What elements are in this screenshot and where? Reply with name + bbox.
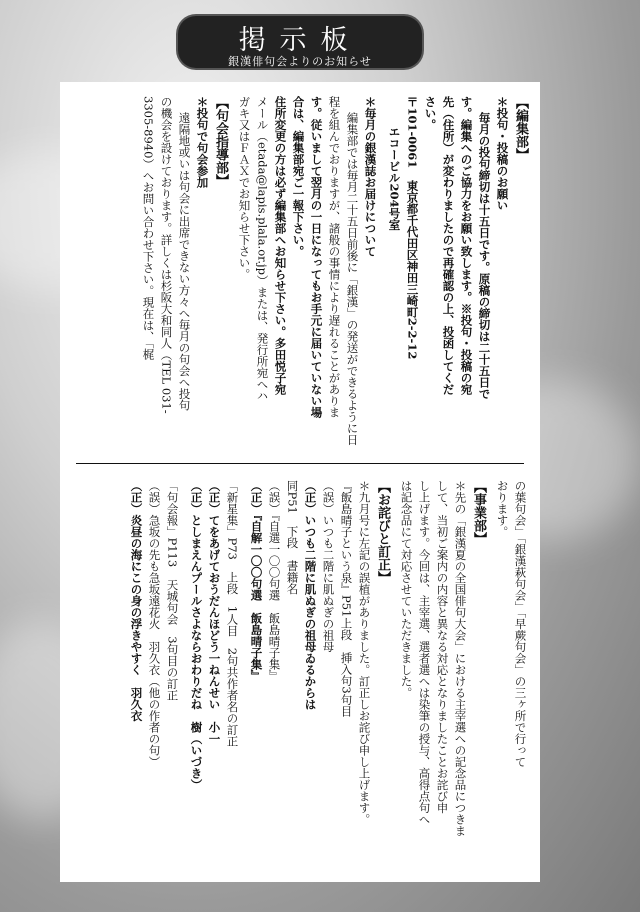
heading-corrections: 【お詫びと訂正】 xyxy=(375,480,390,584)
notice-line: の葉句会」「銀漢萩句会」「早蕨句会」の三ヶ所で行って xyxy=(513,480,528,768)
correction-right: （正）としまえんプールさよならおわりだね 樹（いづき） xyxy=(189,480,204,791)
bulletin-header xyxy=(178,16,422,68)
correction-source: 「句会報」P113 天城句会 3句目の訂正 xyxy=(165,480,180,702)
notice-line: す。従いまして翌月の一日になってもお手元に届いていない場 xyxy=(309,96,324,418)
notice-title-submission: ＊投句・投稿のお願い xyxy=(495,96,510,211)
editorial-address: 〒101-0061 東京都千代田区神田三崎町2-2-12 xyxy=(405,96,420,360)
notice-contact-email: メール（etada@lapis.plala.or.jp）または、発行所宛へハ xyxy=(255,96,270,402)
notice-line: 遠隔地或いは句会に出席できない方々へ毎月の句会へ投句 xyxy=(177,112,192,411)
correction-right: （正）『自解一〇〇句選 飯島晴子集』 xyxy=(249,480,264,682)
heading-business: 【事業部】 xyxy=(471,480,486,545)
heading-editorial: 【編集部】 xyxy=(513,96,528,161)
notice-line: して、当初ご案内の内容と異なる対応となりましたことお詫び申 xyxy=(435,480,450,814)
correction-source: 同P51 下段 書籍名 xyxy=(285,480,300,595)
notice-line: 程を組んでおりますが、諸般の事情により遅れることがありま xyxy=(327,96,342,418)
notice-line: 先（住所）が変わりましたので再確認の上、投函してくだ xyxy=(441,96,456,395)
notice-title-delivery: ＊毎月の銀漢誌お届けについて xyxy=(363,96,378,257)
notice-line: おります。 xyxy=(495,480,510,538)
notice-line: 編集部では毎月二十五日前後に「銀漢」の発送ができるように日 xyxy=(345,112,360,446)
notice-line: の機会を設けております。詳しくは杉阪大和同人（TEL 031- xyxy=(159,96,174,414)
correction-right: （正）炎昼の海にこの身の浮きやすく 羽久衣 xyxy=(129,480,144,722)
notice-line: 3305-8940）へお問い合わせ下さい。現在は、「梶 xyxy=(141,96,156,360)
correction-wrong: （誤）『自選一〇〇句選 飯島晴子集』 xyxy=(267,480,282,682)
notice-line: す。編集へのご協力をお願い致します。※投句・投稿の宛 xyxy=(459,96,474,395)
notice-line: 毎月の投句締切は十五日です。原稿の締切は二十五日で xyxy=(477,112,492,400)
notice-line: ＊先の「銀漢夏の全国俳句大会」における主宰選への記念品につきま xyxy=(453,480,468,837)
notice-title-participation: ＊投句で句会参加 xyxy=(195,96,210,188)
notice-line: ガキ又はＦＡＸでお知らせ下さい。 xyxy=(237,96,252,280)
bulletin-subtitle: 銀漢俳句会よりのお知らせ xyxy=(228,55,372,68)
section-divider xyxy=(76,463,524,464)
editorial-address-building: エコービル204号室 xyxy=(387,126,402,231)
notice-line: し上げます。今回は、主宰選、選者選へは染筆の授与、高得点句へ xyxy=(417,480,432,825)
notice-line: 合は、編集部宛ご一報下さい。 xyxy=(291,96,306,257)
correction-wrong: （誤）急坂の先も急坂遠花火 羽久衣（他の作者の句） xyxy=(147,480,162,768)
bulletin-board xyxy=(60,82,540,882)
correction-right: （正）てをあげておうだんほどう一ねんせい 小一 xyxy=(207,480,222,745)
correction-right: （正）いつも二階に肌ぬぎの祖母ゐるからは xyxy=(303,480,318,710)
notice-line: さい。 xyxy=(423,96,438,131)
notice-line: は記念品にて対応させていただきました。 xyxy=(399,480,414,699)
notice-line: ＊九月号に左記の誤植がありました。訂正しお詫び申し上げます。 xyxy=(357,480,372,825)
notice-line: 住所変更の方は必ず編集部へお知らせ下さい。多田悦子宛 xyxy=(273,96,288,395)
heading-haiku-guidance: 【句会指導部】 xyxy=(213,96,228,187)
correction-wrong: （誤）いつも二階に肌ぬぎの祖母 xyxy=(321,480,336,653)
correction-source: 「新星集」P73 上段 1人目 2句共作者名の訂正 xyxy=(225,480,240,748)
correction-source: 『飯島晴子という泉』P51上段 挿入句3句目 xyxy=(339,480,354,717)
bulletin-title: 掲示板 xyxy=(238,25,362,56)
